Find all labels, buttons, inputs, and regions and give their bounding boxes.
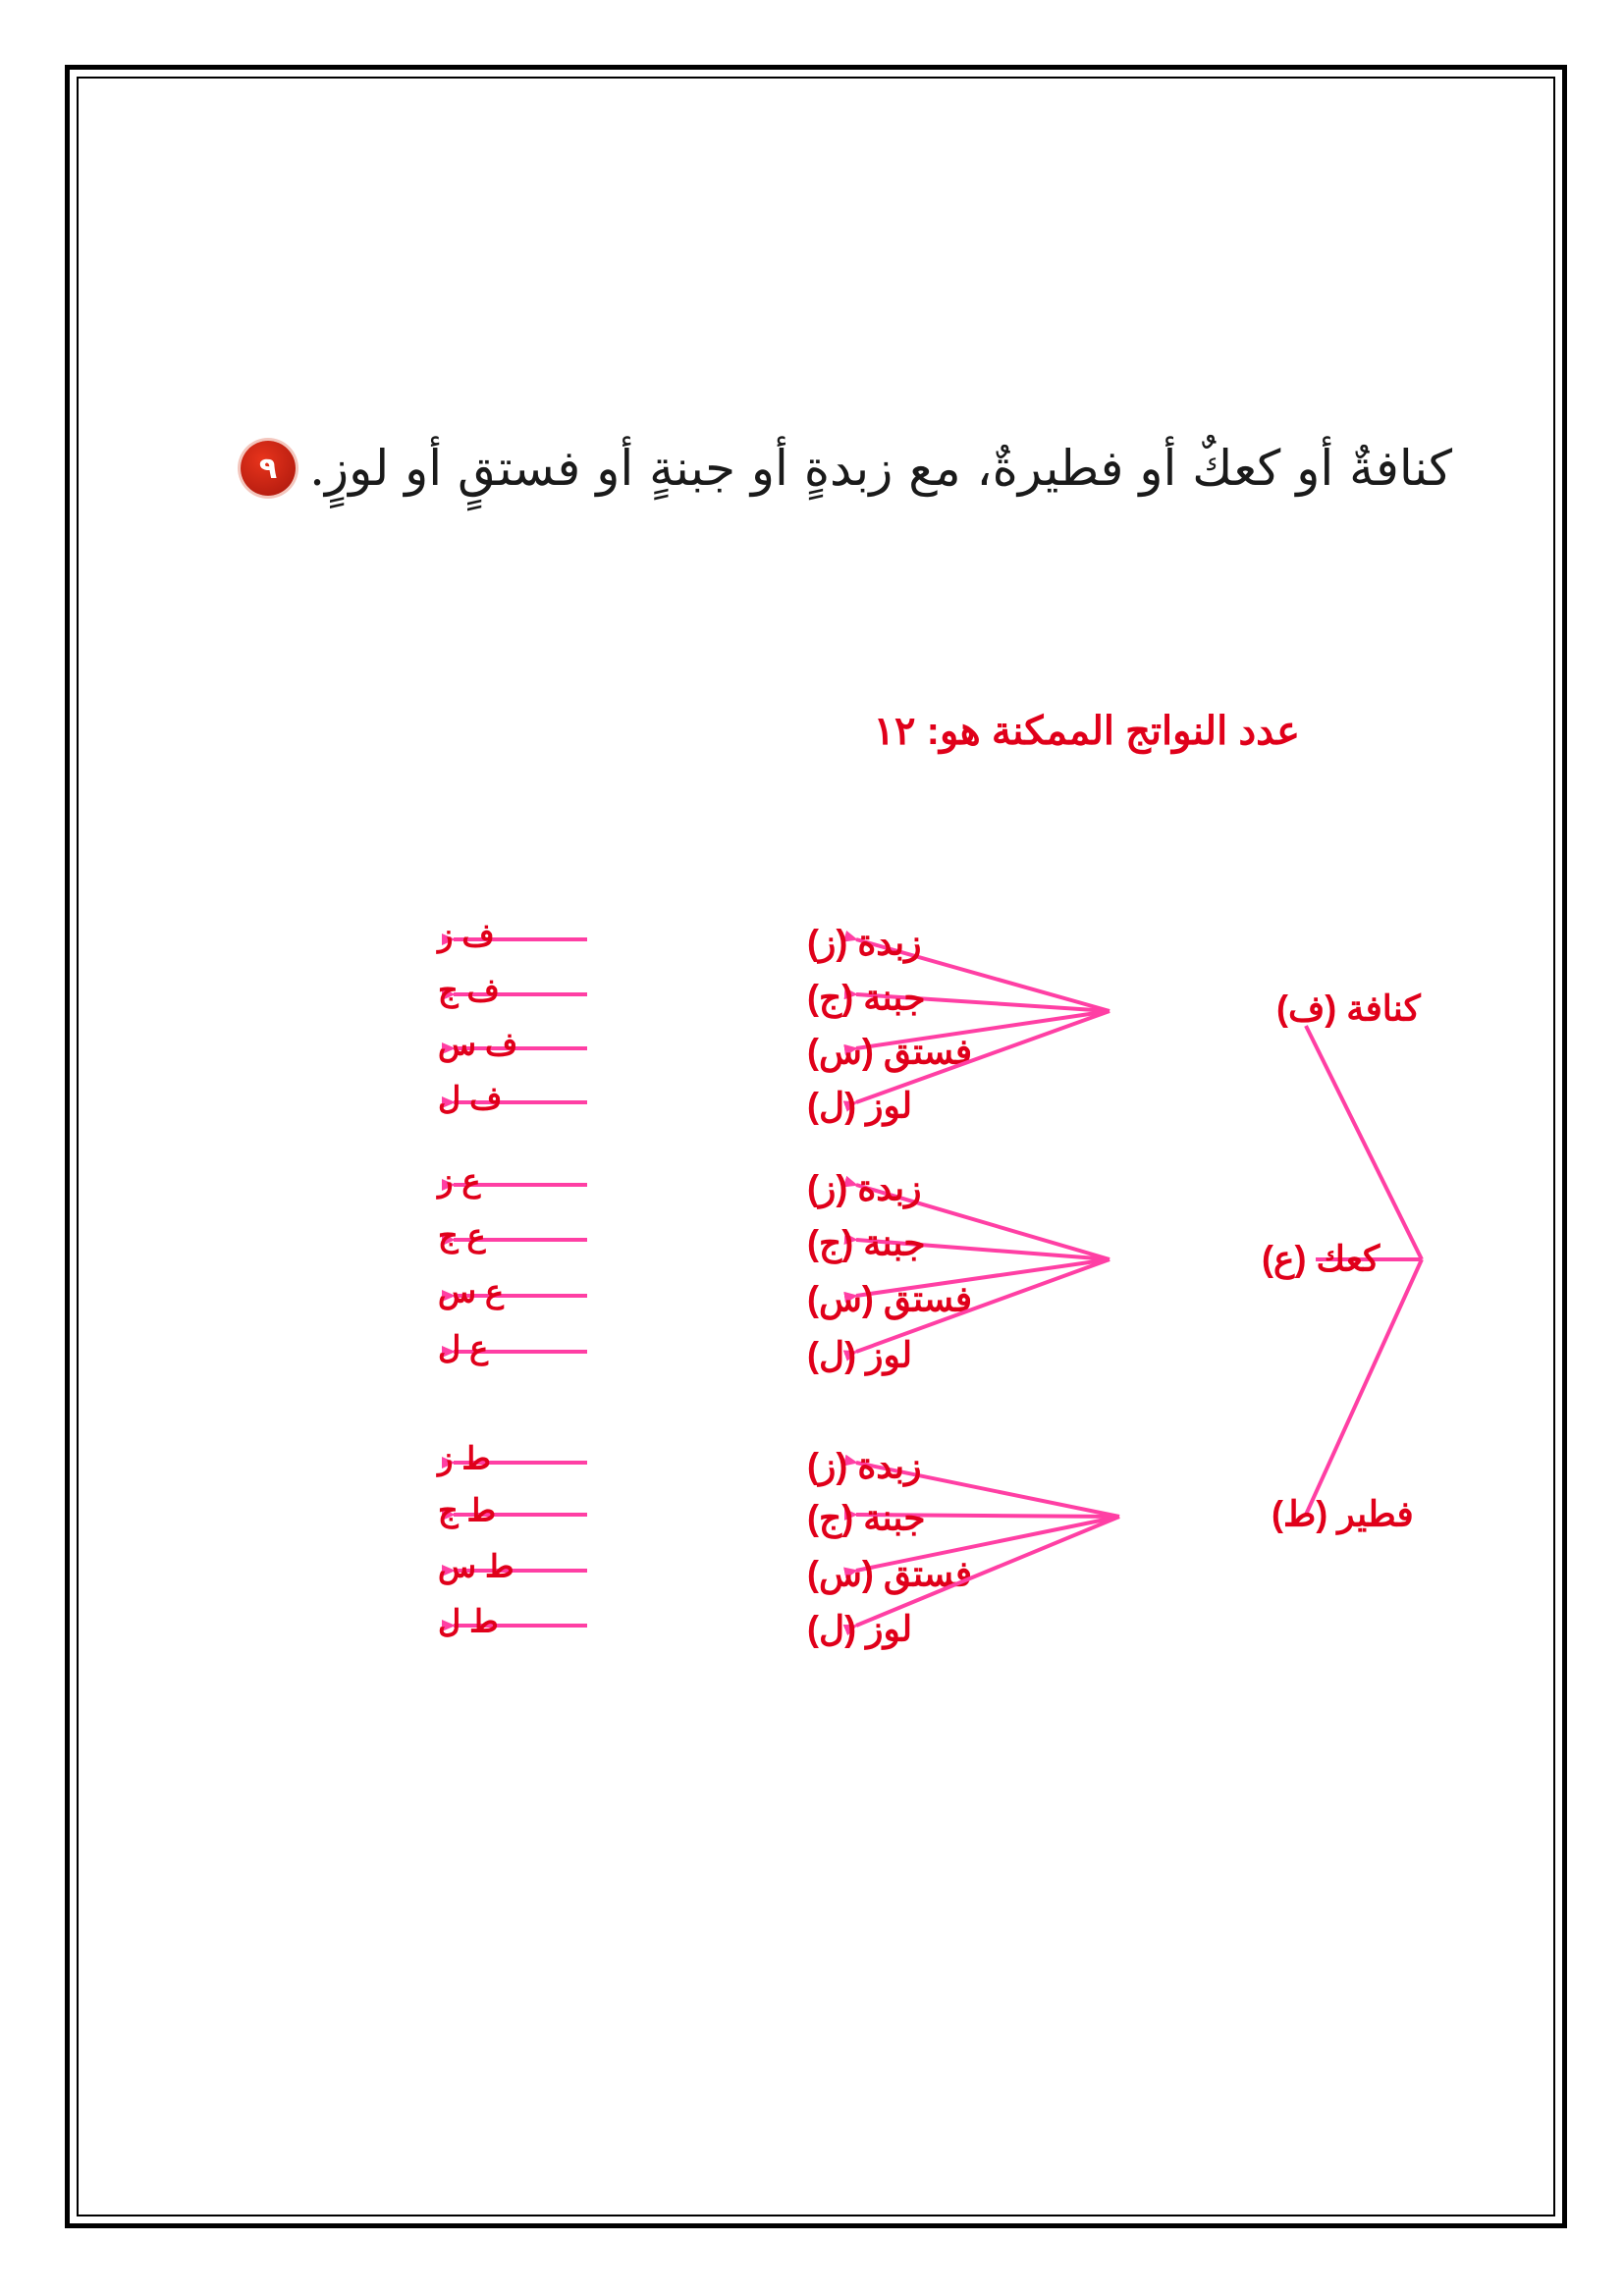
child-label: فستق (س) [807, 1031, 973, 1072]
outcome-label: ع ز [438, 1162, 481, 1199]
outcome-label: ط ز [438, 1440, 491, 1476]
child-label: زبدة (ز) [807, 922, 922, 963]
problem-number: ٩ [258, 451, 278, 486]
problem-text: كنافةٌ أو كعكٌ أو فطيرةٌ، مع زبدةٍ أو جبنةٍ أو فستقٍ أو لوزٍ. [309, 440, 1452, 497]
outcome-label: ع ل [438, 1329, 489, 1365]
outcome-label: ع ج [438, 1217, 486, 1254]
answer-text: عدد النواتج الممكنة هو: ١٢ [873, 710, 1300, 753]
outcome-label: ط س [438, 1548, 514, 1584]
child-label: جبنة (ج) [807, 1497, 926, 1538]
child-label: لوز (ل) [807, 1608, 913, 1649]
outcome-label: ف ج [438, 972, 500, 1008]
child-label: زبدة (ز) [807, 1445, 922, 1486]
outcome-label: ع س [438, 1273, 505, 1309]
root-branch-line [1306, 1026, 1422, 1259]
root-label: كنافة (ف) [1276, 988, 1421, 1029]
child-label: جبنة (ج) [807, 1222, 926, 1263]
outcome-label: ف س [438, 1026, 518, 1062]
root-branch-line [1306, 1259, 1422, 1515]
outcome-label: ط ل [438, 1603, 499, 1639]
child-label: فستق (س) [807, 1553, 973, 1594]
outcome-label: ف ز [438, 917, 495, 953]
root-label: فطير (ط) [1272, 1493, 1414, 1534]
child-label: لوز (ل) [807, 1085, 913, 1126]
outcome-label: ف ل [438, 1080, 503, 1116]
child-label: لوز (ل) [807, 1334, 913, 1375]
child-label: فستق (س) [807, 1278, 973, 1319]
root-label: كعك (ع) [1262, 1238, 1380, 1279]
outcome-label: ط ج [438, 1492, 497, 1528]
child-label: جبنة (ج) [807, 977, 926, 1018]
child-label: زبدة (ز) [807, 1167, 922, 1208]
